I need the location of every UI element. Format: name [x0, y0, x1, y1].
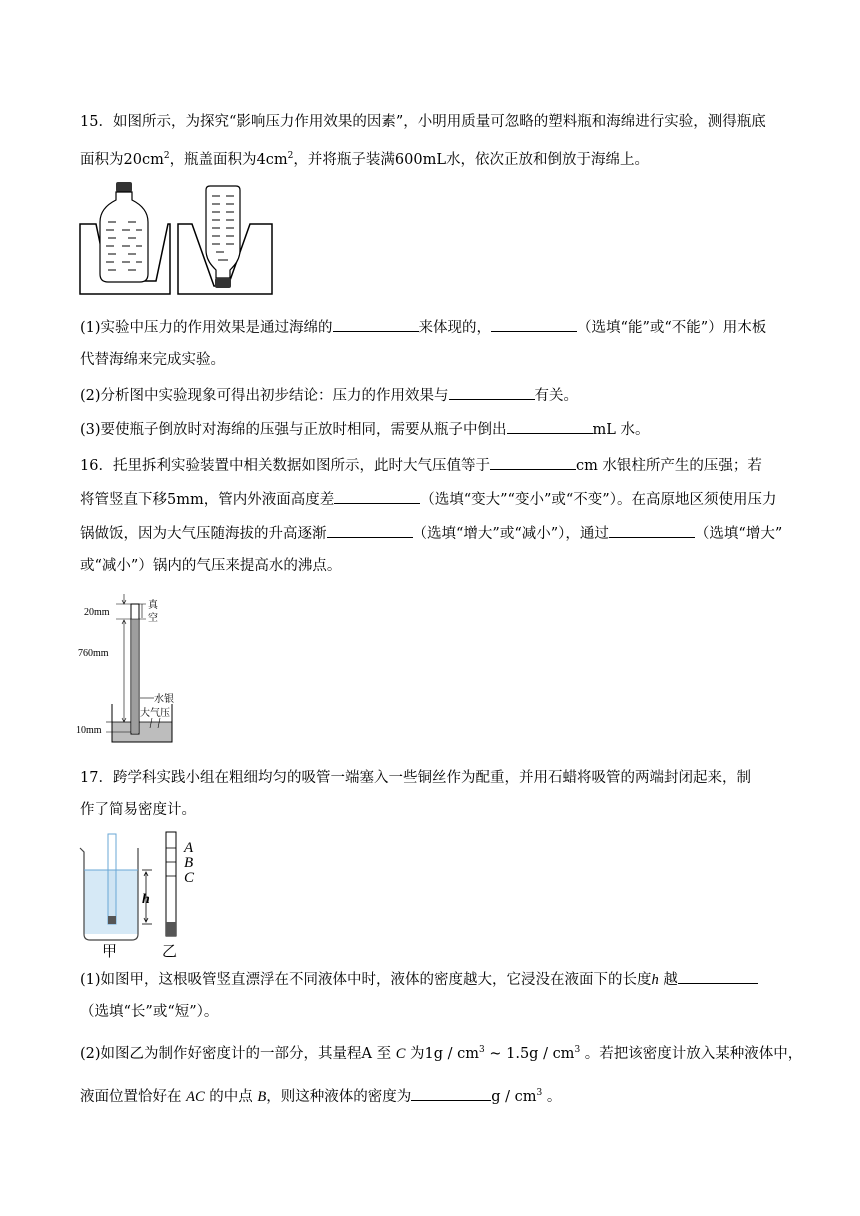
q15-line2: 面积为$20cm^2$，瓶盖面积为$4cm^2$，并将瓶子装满600mL水，依次正放和倒放于海绵上。: [80, 151, 649, 168]
label-jia: 甲: [102, 942, 118, 960]
q15-part1-cont: 代替海绵来完成实验。: [80, 352, 225, 368]
label-vacuum-1: 真: [148, 600, 158, 611]
label-B: B: [184, 855, 194, 871]
label-vacuum-2: 空: [148, 613, 158, 624]
q17-line1: 17．跨学科实践小组在粗细均匀的吸管一端塞入一些铜丝作为配重，并用石蜡将吸管的两端封闭起来，制: [80, 770, 751, 786]
label-atm: 大气压: [140, 708, 170, 719]
density-meter-figure: [78, 830, 218, 960]
q15-part3: (3)要使瓶子倒放时对海绵的压强与正放时相同，需要从瓶子中倒出 mL 水。: [80, 418, 650, 440]
torricelli-figure: [76, 592, 196, 752]
q15-line1: 15．如图所示，为探究“影响压力作用效果的因素”，小明用质量可忽略的塑料瓶和海绵进行实验，测得瓶底: [80, 114, 766, 130]
q16-line3: 锅做饭，因为大气压随海拔的升高逐渐 （选填“增大”或“减小”），通过 （选填“增大”: [80, 522, 782, 544]
q17-part1-cont: （选填“长”或“短”）。: [80, 1004, 219, 1020]
label-h: h: [142, 892, 150, 907]
label-760mm: 760mm: [78, 648, 109, 659]
label-mercury: 水银: [154, 694, 174, 705]
q17-line2: 作了简易密度计。: [80, 802, 196, 818]
q16-line4: 或“减小”）锅内的气压来提高水的沸点。: [80, 558, 342, 574]
label-A: A: [184, 840, 194, 856]
bottles-sponge-figure: [78, 178, 274, 298]
q17-part3: 液面位置恰好在 AC 的中点 B，则这种液体的密度为 g / $cm^3$ 。: [80, 1083, 561, 1107]
label-20mm: 20mm: [84, 607, 110, 618]
q16-line2: 将管竖直下移5mm，管内外液面高度差 （选填“变大”“变小”或“不变”）。在高原地区须使用压力: [80, 488, 776, 510]
q17-part2: (2)如图乙为制作好密度计的一部分，其量程A 至 C 为$1g / cm^3$ ~ $1.5g / cm^3$ 。若把该密度计放入某种液体中，: [80, 1045, 803, 1062]
label-yi: 乙: [162, 942, 178, 960]
q15-part1: (1)实验中压力的作用效果是通过海绵的 来体现的， （选填“能”或“不能”）用木板: [80, 316, 766, 338]
label-C: C: [184, 870, 195, 886]
q15-part2: (2)分析图中实验现象可得出初步结论：压力的作用效果与 有关。: [80, 384, 578, 406]
label-10mm: 10mm: [76, 725, 102, 736]
q17-part1: (1)如图甲，这根吸管竖直漂浮在不同液体中时，液体的密度越大，它浸没在液面下的长度h 越: [80, 968, 758, 990]
q16-line1: 16．托里拆利实验装置中相关数据如图所示，此时大气压值等于 cm 水银柱所产生的压强；若: [80, 454, 762, 476]
